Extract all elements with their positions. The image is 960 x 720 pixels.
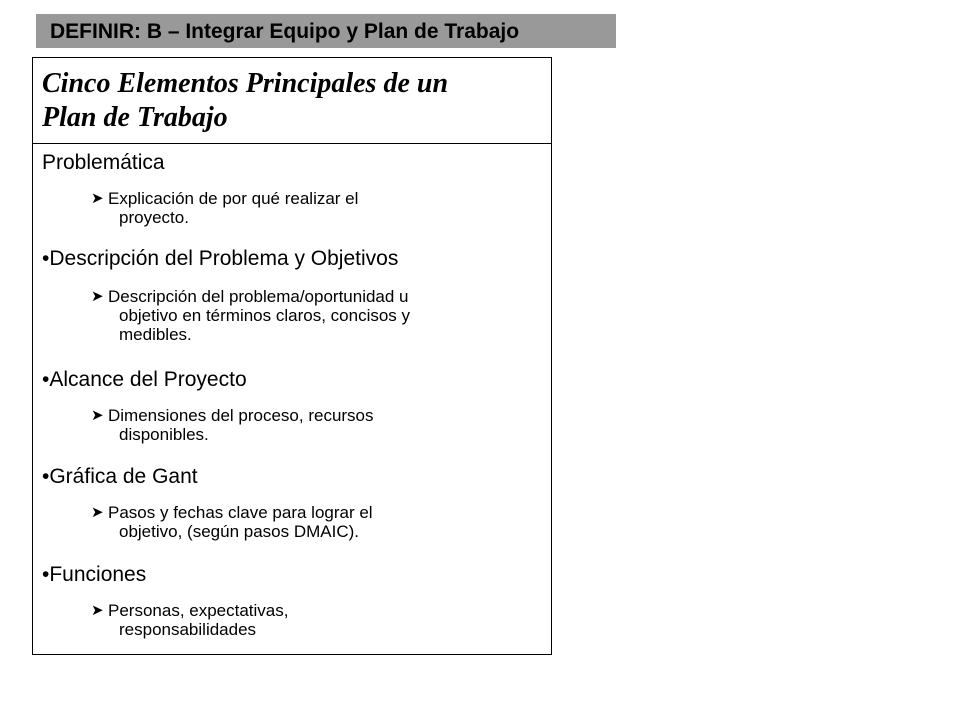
- detail-line: responsabilidades: [119, 620, 257, 639]
- detail-line: ➤ Explicación de por qué realizar el: [91, 189, 359, 208]
- arrow-bullet-icon: ➤: [91, 407, 104, 424]
- section-heading-alcance: •Alcance del Proyecto: [42, 368, 247, 391]
- arrow-bullet-icon: ➤: [91, 602, 104, 619]
- section-detail-funciones: [91, 601, 541, 639]
- detail-line: ➤ Pasos y fechas clave para lograr el: [91, 503, 373, 522]
- section-detail-descripcion: [91, 287, 541, 344]
- box-title: [33, 58, 551, 144]
- detail-line: ➤ Personas, expectativas,: [91, 601, 289, 620]
- box-title-line-1: Cinco Elementos Principales de un: [42, 68, 449, 99]
- detail-line: objetivo en términos claros, concisos y: [119, 306, 411, 325]
- section-heading-descripcion: •Descripción del Problema y Objetivos: [42, 247, 399, 270]
- page-banner: DEFINIR: B – Integrar Equipo y Plan de Trabajo: [36, 14, 616, 48]
- section-detail-problematica: [91, 189, 541, 227]
- arrow-bullet-icon: ➤: [91, 190, 104, 207]
- detail-line: ➤ Dimensiones del proceso, recursos: [91, 406, 374, 425]
- section-detail-alcance: [91, 406, 541, 444]
- arrow-bullet-icon: ➤: [91, 288, 104, 305]
- detail-line: ➤ Descripción del problema/oportunidad u: [91, 287, 409, 306]
- box-title-line-2: Plan de Trabajo: [42, 102, 228, 133]
- arrow-bullet-icon: ➤: [91, 504, 104, 521]
- section-detail-grafica: [91, 503, 541, 541]
- section-heading-problematica: Problemática: [42, 151, 165, 174]
- detail-line: medibles.: [119, 325, 192, 344]
- work-plan-box: [32, 57, 552, 655]
- detail-line: proyecto.: [119, 208, 189, 227]
- detail-line: objetivo, (según pasos DMAIC).: [119, 522, 359, 541]
- section-heading-grafica: •Gráfica de Gant: [42, 465, 198, 488]
- detail-line: disponibles.: [119, 425, 209, 444]
- section-heading-funciones: •Funciones: [42, 563, 147, 586]
